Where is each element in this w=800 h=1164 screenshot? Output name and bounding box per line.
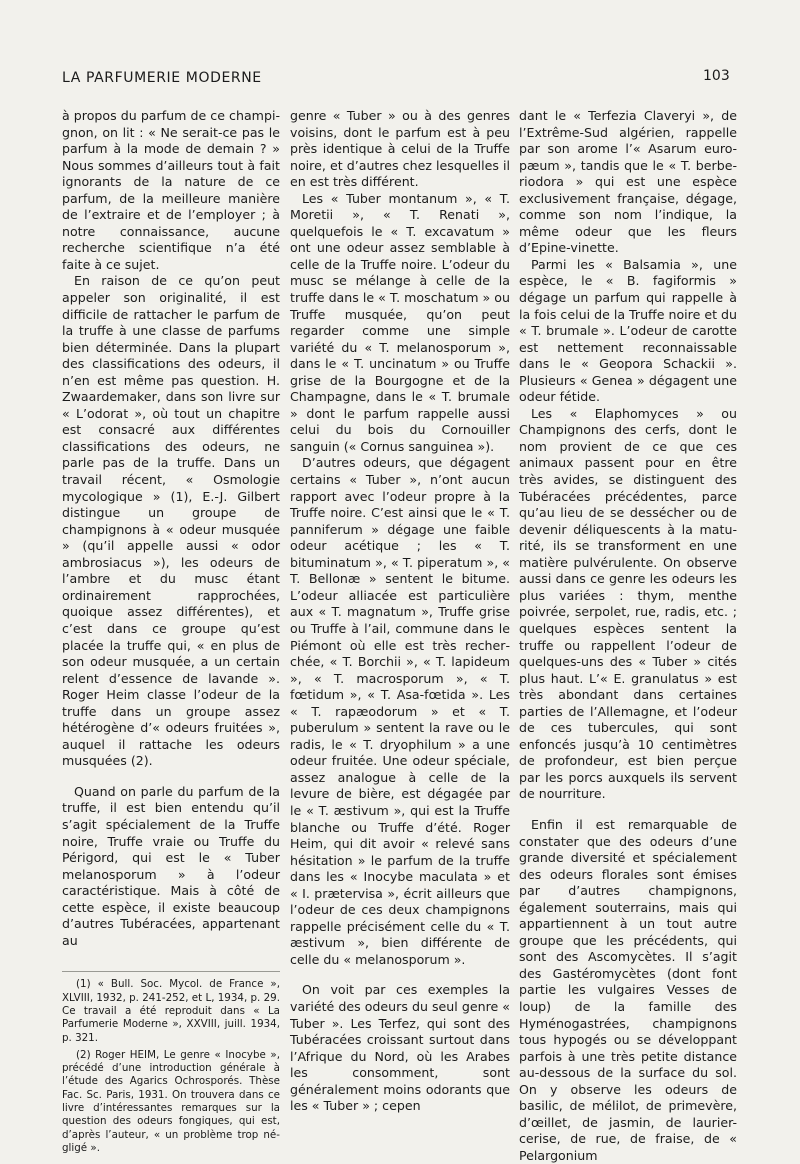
footnote-rule [62,971,280,972]
footnote-2: (2) Roger HEIM, Le genre « Inocybe », précédé d’une introduction générale à l’étude des Agarics Ochrosporés. Thèse Fac. Sc. Paris, 1931. On trouvera dans ce livre d’intéressantes remarques sur la question des odeurs fongiques, qui est, d’après l’auteur, « un problème trop négligé ». [62,1048,280,1154]
paragraph: En raison de ce qu’on peut appeler son originalité, il est difficile de rattacher le parfum de la truffe à une classe de parfums bien déterminée. Dans la plupart des classifications des odeurs, il n’en est même pas question. H. Zwaardemaker, dans son livre sur « L’odorat », où tout un chapitre est consacré aux différentes classifications des odeurs, ne parle pas de la truffe. Dans un travail récent, « Osmologie mycologique » (1), E.-J. Gilbert distingue un groupe de champignons à « odeur musquée » (qu’il appelle aussi « odor ambrosiacus »), les odeurs de l’ambre et du musc étant ordinairement rapprochées, quoique assez différentes), et c’est dans ce groupe qu’est placée la truffe qui, « en plus de son odeur musquée, a un certain relent d’essence de lavande ». Roger Heim classe l’odeur de la truffe dans un groupe assez hétérogène d’« odeurs fruitées », auquel il rattache les odeurs musquées (2). [62,273,280,769]
paragraph: dant le « Terfezia Claveryi », de l’Extrême-Sud algérien, rappelle par son arome l’« Asarum europæum », tandis que le « T. berberiodora » qui est une espèce exclusivement française, dégage, comme son nom l’indique, la même odeur que les fleurs d’Epine-vinette. [519,108,737,256]
column-3 [519,108,737,1164]
column-2 [290,108,510,1115]
footnotes [62,971,280,1155]
paragraph: D’autres odeurs, que dégagent certains « Tuber », n’ont aucun rapport avec l’odeur propre à la Truffe noire. C’est ainsi que le « T. panniferum » dégage une faible odeur acétique ; les « T. bituminatum », « T. piperatum », « T. Bellonæ » sentent le bitume. L’odeur alliacée est particulière aux « T. magnatum », Truffe grise ou Truffe à l’ail, commune dans le Piémont où elle est très recherchée, « T. Borchii », « T. lapideum », « T. macrosporum », « T. fœtidum », « T. Asa-fœtida ». Les « T. rapæodorum » et « T. puberulum » sentent la rave ou le radis, le « T. dryophilum » a une odeur fruitée. Une odeur spéciale, assez analogue à celle de la levure de bière, est dégagée par le « T. æstivum », qui est la Truffe blanche ou Truffe d’été. Roger Heim, qui dit avoir « relevé sans hésitation » le parfum de la truffe dans les « Inocybe maculata » et « I. prætervisa », écrit ailleurs que l’odeur de ces deux champignons rappelle précisément celle du « T. æstivum », bien différente de celle du « melanosporum ». [290,455,510,967]
footnote-1: (1) « Bull. Soc. Mycol. de France », XLVIII, 1932, p. 241-252, et L, 1934, p. 29. Ce travail a été reproduit dans « La Parfumerie Moderne », XXVIII, juill. 1934, p. 321. [62,978,280,1044]
paragraph: Enfin il est remarquable de constater que des odeurs d’une grande diversité et spécialement des odeurs florales sont émises par d’autres champignons, également souterrains, mais qui appartiennent à un tout autre groupe que les précédents, qui sont des Ascomycètes. Il s’agit des Gastéromycètes (dont font partie les vulgaires Vesses de loup) de la famille des Hyménogastrées, champignons tous hypogés ou se développant parfois à une très petite distance au-dessous de la surface du sol. On y observe les odeurs de basilic, de mélilot, de primevère, d’œillet, de jasmin, de laurier-cerise, de rue, de fraise, de « Pelargonium [519,816,737,1163]
running-title: LA PARFUMERIE MODERNE [62,70,262,86]
paragraph: Parmi les « Balsamia », une espèce, le « B. fagiformis » dégage un parfum qui rappelle à la fois celui de la Truffe noire et du « T. brumale ». L’odeur de carotte est nettement reconnaissable dans le « Geopora Schackii ». Plusieurs « Genea » dégagent une odeur fétide. [519,256,737,405]
paragraph: On voit par ces exemples la variété des odeurs du seul genre « Tuber ». Les Terfez, qui sont des Tubéracées croissant surtout dans l’Afrique du Nord, où les Arabes les consomment, sont généralement moins odorants que les « Tuber » ; cepen [290,982,510,1114]
paragraph: Les « Elaphomyces » ou Champignons des cerfs, dont le nom provient de ce que ces animaux passent pour en être très avides, se distinguent des Tubéracées précédentes, parce qu’au lieu de se dessécher ou de devenir déliquescents à la maturité, ils se transforment en une matière pulvérulente. On observe aussi dans ce genre les odeurs les plus variées : thym, menthe poivrée, serpolet, rue, radis, etc. ; quelques espèces sentent la truffe ou rappellent l’odeur de quelques-uns des « Tuber » cités plus haut. L’« E. granulatus » est très abondant dans certaines parties de l’Allemagne, et l’odeur de ces tubercules, qui sont enfoncés jusqu’à 10 centimètres de profondeur, est bien perçue par les porcs auxquels ils servent de nourriture. [519,405,737,802]
column-1 [62,108,280,1159]
paragraph: genre « Tuber » ou à des genres voisins, dont le parfum est à peu près identique à celui de la Truffe noire, et d’autres chez lesquelles il en est très différent. [290,108,510,190]
paragraph: Les « Tuber montanum », « T. Moretii », « T. Renati », quelquefois le « T. excavatum » ont une odeur assez semblable à celle de la Truffe noire. L’odeur du musc se mélange à celle de la truffe dans le « T. moschatum » ou Truffe musquée, qu’on peut regarder comme une simple variété du « T. melanosporum », dans le « T. uncinatum » ou Truffe grise de la Bourgogne et de la Champagne, dans le « T. brumale » dont le parfum rappelle aussi celui du bois du Cornouiller sanguin (« Cornus sanguinea »). [290,190,510,454]
paragraph: Quand on parle du parfum de la truffe, il est bien entendu qu’il s’agit spécialement de la Truffe noire, Truffe vraie ou Truffe du Périgord, qui est le « Tuber melanosporum » à l’odeur caractéristique. Mais à côté de cette espèce, il existe beaucoup d’autres Tubéracées, appartenant au [62,783,280,948]
paragraph: à propos du parfum de ce champignon, on lit : « Ne serait-ce pas le parfum à la mode de demain ? » Nous sommes d’ailleurs tout à fait ignorants de la nature de ce parfum, de la meilleure manière de l’extraire et de l’employer ; à notre connaissance, aucune recherche scientifique n’a été faite à ce sujet. [62,108,280,272]
page-number: 103 [703,68,730,84]
